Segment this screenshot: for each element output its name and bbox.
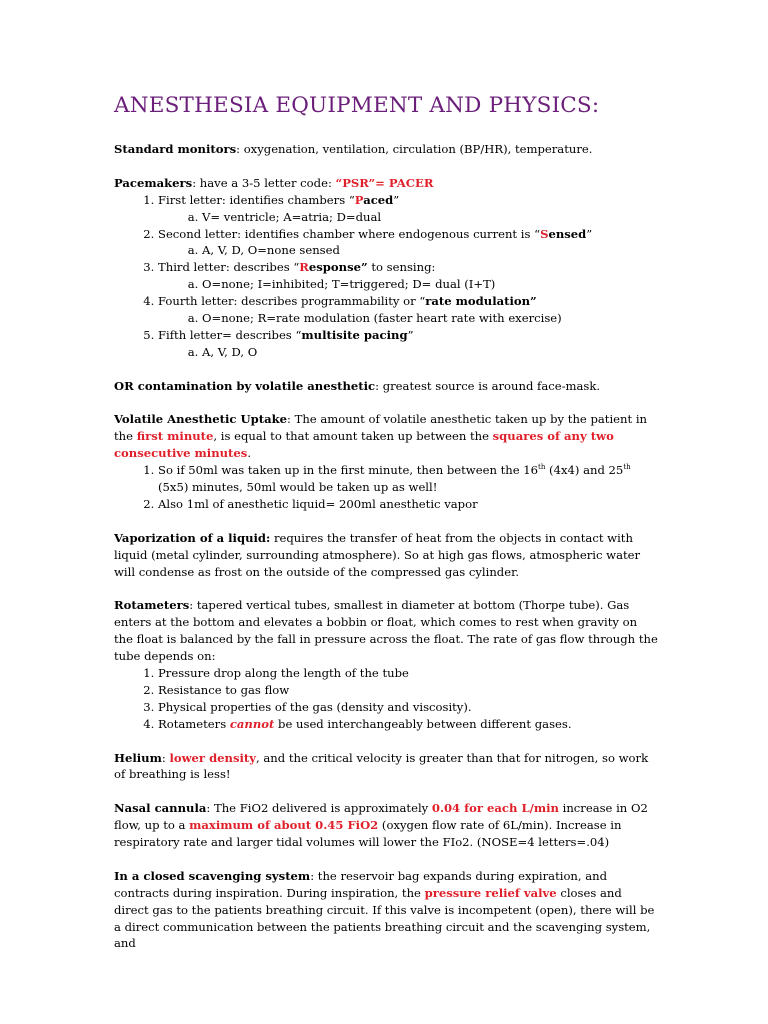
pacemakers-intro xyxy=(114,175,659,192)
text: : the reservoir bag expands during expiration, and contracts during inspiration. During inspiration, the xyxy=(114,868,608,900)
text: , and the critical velocity is greater than that for nitrogen, so work of breathing is less! xyxy=(114,750,649,782)
sub-list-item: a. O=none; R=rate modulation (faster heart rate with exercise) xyxy=(202,310,659,327)
scavenging-paragraph xyxy=(114,868,659,953)
list-item: 3. Physical properties of the gas (density and viscosity). xyxy=(158,699,659,716)
rotameters-text: : tapered vertical tubes, smallest in diameter at bottom (Thorpe tube). Gas enters at the bottom and elevates a bobbin or float, which comes to rest when gravity on the float is balanced by the fall in pressure across the float. The rate of gas flow through the tube depends on: xyxy=(114,598,658,664)
rotameters-intro xyxy=(114,597,659,665)
highlight: squares of any two consecutive minutes xyxy=(114,429,614,461)
pacemakers-label: Pacemakers xyxy=(114,175,193,190)
document-page xyxy=(114,92,659,969)
text: Rotameters xyxy=(158,716,230,731)
pacemaker-code: “PSR”= PACER xyxy=(335,175,434,190)
scavenging-label: In a closed scavenging system xyxy=(114,868,311,883)
volatile-uptake-list xyxy=(114,462,659,513)
item-bold: esponse” xyxy=(308,260,368,275)
item-text: ” xyxy=(407,327,414,342)
text: (5x5) minutes, 50ml would be taken up as well! xyxy=(158,480,438,495)
sub-list xyxy=(158,276,659,293)
text: : The amount of volatile anesthetic taken up by the patient in the xyxy=(114,412,648,444)
list-item: 2. Resistance to gas flow xyxy=(158,682,659,699)
text: So if 50ml was taken up in the first minute, then between the 16 xyxy=(158,463,539,478)
vaporization-text: requires the transfer of heat from the objects in contact with liquid (metal cylinder, surrounding atmosphere). So at high gas flows, atmospheric water will condense as frost on the outside of the compressed gas cylinder. xyxy=(114,530,641,579)
text: . xyxy=(247,446,251,461)
helium-paragraph xyxy=(114,750,659,784)
list-item xyxy=(158,259,659,293)
highlight-letter: R xyxy=(299,260,309,275)
pacemakers-text: : have a 3-5 letter code: xyxy=(192,175,336,190)
standard-monitors-paragraph xyxy=(114,141,659,158)
item-text: First letter: identifies chambers “ xyxy=(158,192,355,207)
sub-list-item: a. V= ventricle; A=atria; D=dual xyxy=(202,209,659,226)
or-contamination-text: : greatest source is around face-mask. xyxy=(375,378,601,393)
rotameters-label: Rotameters xyxy=(114,598,190,613)
highlight-letter: P xyxy=(354,192,364,207)
highlight: pressure relief valve xyxy=(424,885,557,900)
highlight: 0.04 for each L/min xyxy=(431,801,559,816)
list-item xyxy=(158,716,659,733)
list-item: 1. Pressure drop along the length of the tube xyxy=(158,665,659,682)
list-item xyxy=(158,462,659,496)
item-bold: ensed xyxy=(548,226,587,241)
page-title: ANESTHESIA EQUIPMENT AND PHYSICS: xyxy=(114,93,600,118)
text: : The FiO2 delivered is approximately xyxy=(206,801,432,816)
item-text: Second letter: identifies chamber where endogenous current is “ xyxy=(158,226,541,241)
sub-list xyxy=(158,344,659,361)
item-text: ” xyxy=(393,192,400,207)
list-item xyxy=(158,226,659,260)
highlight: first minute xyxy=(136,429,214,444)
item-text: to sensing: xyxy=(367,260,436,275)
highlight: cannot xyxy=(229,716,275,731)
nasal-cannula-paragraph xyxy=(114,800,659,851)
item-text: Fourth letter: describes programmability or “ xyxy=(158,294,426,309)
pacemaker-letter-list xyxy=(114,192,659,361)
volatile-uptake-intro xyxy=(114,411,659,462)
text: (4x4) and 25 xyxy=(545,463,624,478)
highlight-letter: S xyxy=(540,226,549,241)
list-item xyxy=(158,293,659,327)
volatile-uptake-label: Volatile Anesthetic Uptake xyxy=(114,412,287,427)
sub-list xyxy=(158,209,659,226)
nasal-cannula-label: Nasal cannula xyxy=(114,801,207,816)
rotameters-section xyxy=(114,597,659,732)
rotameters-list xyxy=(114,665,659,733)
volatile-uptake-section xyxy=(114,411,659,512)
list-item xyxy=(158,327,659,361)
text: : xyxy=(161,750,170,765)
list-item: 2. Also 1ml of anesthetic liquid= 200ml anesthetic vapor xyxy=(158,496,659,513)
text: be used interchangeably between different gases. xyxy=(274,716,572,731)
text: (oxygen flow rate of 6L/min). Increase in respiratory rate and larger tidal volumes will lower the FIo2. (NOSE=4 letters=.04) xyxy=(114,818,622,850)
pacemakers-section xyxy=(114,175,659,361)
item-text: Third letter: describes “ xyxy=(158,260,300,275)
item-bold: rate modulation” xyxy=(425,294,537,309)
text: closes and direct gas to the patients breathing circuit. If this valve is incompetent (open), there will be a direct communication between the patients breathing circuit and the scavenging system, and xyxy=(114,885,655,951)
sub-list xyxy=(158,242,659,259)
item-text: Fifth letter= describes “ xyxy=(158,327,302,342)
item-bold: multisite pacing xyxy=(301,327,408,342)
or-contamination-label: OR contamination by volatile anesthetic xyxy=(114,378,376,393)
sub-list-item: a. A, V, D, O xyxy=(202,344,659,361)
standard-monitors-label: Standard monitors xyxy=(114,142,237,156)
superscript: th xyxy=(623,463,631,472)
vaporization-paragraph xyxy=(114,530,659,581)
sub-list xyxy=(158,310,659,327)
standard-monitors-text: : oxygenation, ventilation, circulation (BP/HR), temperature. xyxy=(236,142,593,156)
sub-list-item: a. O=none; I=inhibited; T=triggered; D= dual (I+T) xyxy=(202,276,659,293)
helium-label: Helium xyxy=(114,750,162,765)
item-bold: aced xyxy=(363,192,394,207)
text: increase in O2 flow, up to a xyxy=(114,801,648,833)
sub-list-item: a. A, V, D, O=none sensed xyxy=(202,242,659,259)
superscript: th xyxy=(538,463,546,472)
list-item xyxy=(158,192,659,226)
vaporization-label: Vaporization of a liquid: xyxy=(114,530,271,545)
or-contamination-paragraph xyxy=(114,378,659,395)
highlight: lower density xyxy=(169,750,257,765)
text: , is equal to that amount taken up between the xyxy=(213,429,493,444)
item-text: ” xyxy=(586,226,593,241)
highlight: maximum of about 0.45 FiO2 xyxy=(189,818,379,833)
